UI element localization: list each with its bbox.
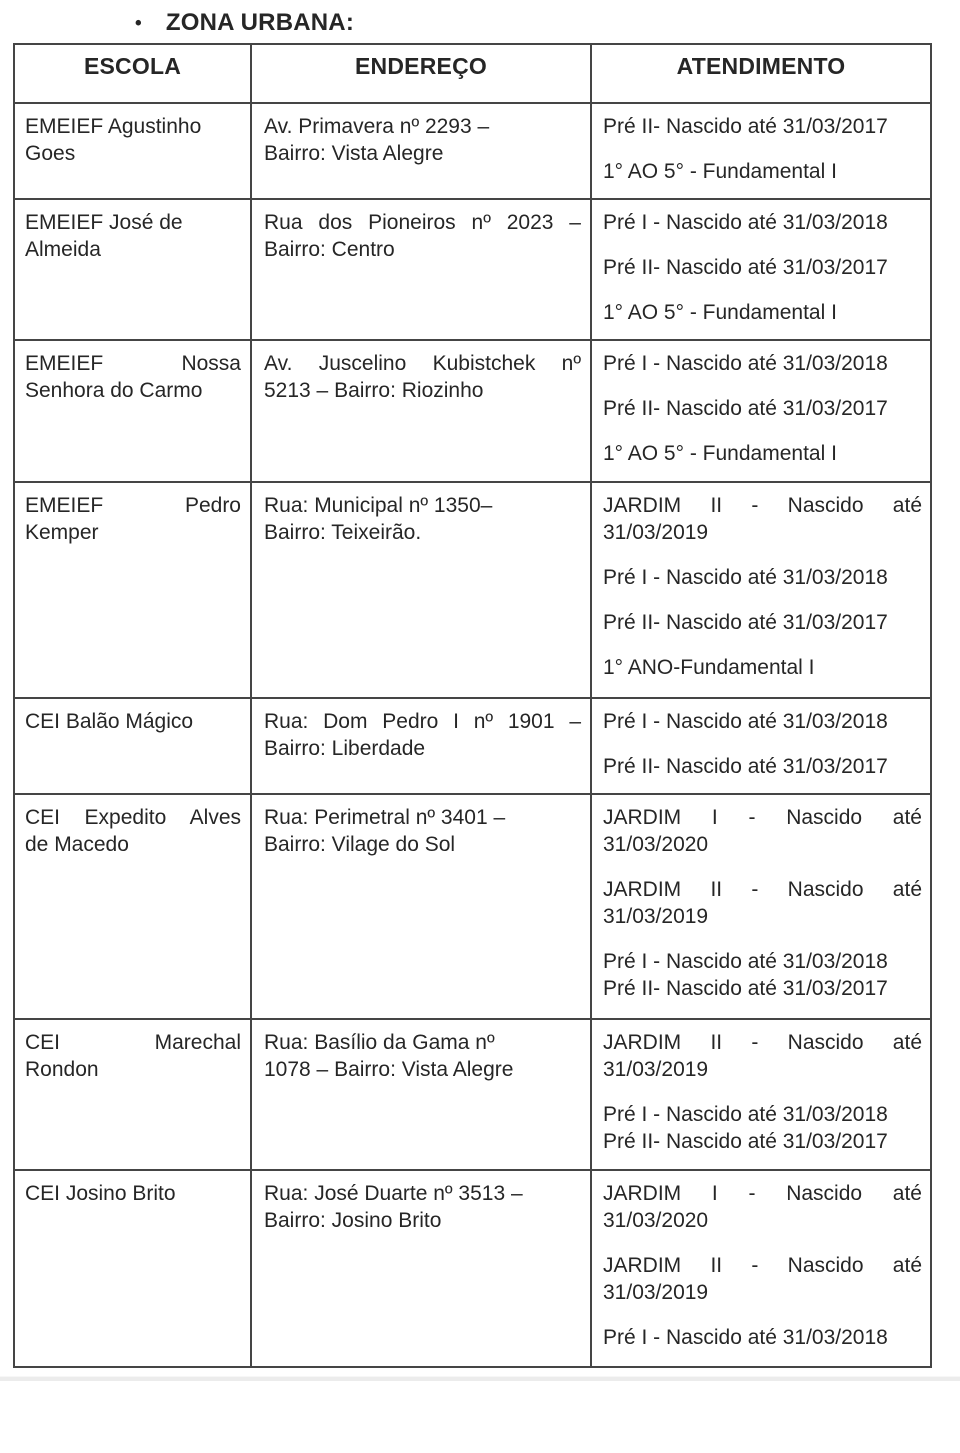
text-line: JARDIM II - Nascido até [603,494,922,518]
atendimento-item [603,395,922,422]
text-line: 1078 – Bairro: Vista Alegre [264,1057,514,1081]
text-line: Bairro: Liberdade [264,736,426,760]
table-row [14,794,931,1019]
atendimento-item [603,876,922,930]
atendimento-cell [591,794,931,1019]
escola-cell [14,1019,251,1170]
escola-cell [14,103,251,199]
text-line: Kemper [25,521,99,545]
escola-text [25,804,241,858]
atendimento-item [603,1324,922,1351]
endereco-text [264,708,581,762]
escola-text [25,209,241,263]
atendimento-item [603,113,922,140]
text-line: 5213 – Bairro: Riozinho [264,379,484,403]
text-line: Bairro: Teixeirão. [264,521,422,545]
text-line: Pré I - Nascido até 31/03/2018 [603,566,888,590]
text-line: Pré II- Nascido até 31/03/2017 [603,397,888,421]
atendimento-item [603,209,922,236]
text-line: CEI Expedito Alves [25,805,241,829]
endereco-cell [251,482,591,698]
atendimento-cell [591,340,931,482]
endereco-text [264,113,581,167]
text-line: JARDIM I - Nascido até [603,805,922,829]
text-line: Pré II- Nascido até 31/03/2017 [603,1129,888,1153]
table-row [14,199,931,341]
section-title-text: ZONA URBANA: [165,9,355,36]
text-line: Rondon [25,1057,99,1081]
text-line: Pré II- Nascido até 31/03/2017 [603,255,888,279]
endereco-cell [251,698,591,794]
text-line: Pré II- Nascido até 31/03/2017 [603,611,888,635]
text-line: Senhora do Carmo [25,379,203,403]
text-line: Almeida [25,237,101,261]
text-line: Av. Primavera nº 2293 – [264,115,490,138]
text-line: Pré I - Nascido até 31/03/2018 [603,949,888,973]
bullet-icon: • [135,13,142,34]
endereco-cell [251,340,591,482]
text-line: Rua: José Duarte nº 3513 – [264,1181,523,1205]
text-line: Rua: Dom Pedro I nº 1901 – [264,709,581,733]
text-line: JARDIM II - Nascido até [603,1253,922,1277]
text-line: Rua: Basílio da Gama nº [264,1030,495,1054]
escola-text [25,1180,241,1207]
text-line: JARDIM II - Nascido até [603,877,922,901]
page-bottom-divider [0,1376,960,1381]
text-line: Bairro: Vista Alegre [264,142,444,165]
atendimento-item [603,753,922,780]
header-endereco: ENDEREÇO [251,44,591,103]
atendimento-item [603,492,922,546]
escola-text [25,708,241,735]
section-title [135,9,354,37]
text-line: Pré II- Nascido até 31/03/2017 [603,976,888,1000]
header-escola: ESCOLA [14,44,251,103]
endereco-cell [251,1170,591,1367]
text-line: Bairro: Centro [264,237,395,261]
atendimento-item [603,1180,922,1234]
atendimento-item [603,440,922,467]
atendimento-item [603,254,922,281]
text-line: 1° AO 5° - Fundamental I [603,442,837,466]
text-line: 1° AO 5° - Fundamental I [603,300,837,324]
schools-table [13,43,932,1368]
atendimento-item [603,299,922,326]
endereco-cell [251,199,591,341]
endereco-text [264,209,581,263]
atendimento-cell [591,1019,931,1170]
endereco-text [264,1180,581,1234]
table-row [14,1170,931,1367]
text-line: de Macedo [25,832,129,856]
atendimento-item [603,1029,922,1083]
text-line: Rua: Municipal nº 1350– [264,494,493,518]
atendimento-item [603,158,922,185]
endereco-cell [251,1019,591,1170]
text-line: JARDIM I - Nascido até [603,1181,922,1205]
text-line: Pré I - Nascido até 31/03/2018 [603,210,888,234]
text-line: 31/03/2020 [603,832,709,856]
table-row [14,698,931,794]
text-line: EMEIEF Pedro [25,494,241,518]
text-line: CEI Marechal [25,1030,241,1054]
text-line: Pré I - Nascido até 31/03/2018 [603,1325,888,1349]
text-line: 1° AO 5° - Fundamental I [603,160,837,183]
text-line: 1° ANO-Fundamental I [603,656,815,680]
atendimento-cell [591,698,931,794]
text-line: 31/03/2019 [603,1057,709,1081]
text-line: EMEIEF José de [25,210,183,234]
table-row [14,482,931,698]
atendimento-item [603,1101,922,1155]
escola-cell [14,340,251,482]
atendimento-item [603,804,922,858]
text-line: 31/03/2019 [603,521,709,545]
text-line: Rua: Perimetral nº 3401 – [264,805,506,829]
escola-cell [14,698,251,794]
atendimento-item [603,708,922,735]
atendimento-cell [591,1170,931,1367]
escola-text [25,350,241,404]
table-header-row [14,44,931,103]
text-line: Pré II- Nascido até 31/03/2017 [603,115,888,138]
escola-text [25,1029,241,1083]
table-row [14,340,931,482]
header-atendimento: ATENDIMENTO [591,44,931,103]
table-row [14,103,931,199]
atendimento-item [603,948,922,1002]
escola-cell [14,1170,251,1367]
escola-cell [14,199,251,341]
text-line: Pré I - Nascido até 31/03/2018 [603,352,888,376]
text-line: CEI Balão Mágico [25,709,194,733]
text-line: Pré I - Nascido até 31/03/2018 [603,709,888,733]
text-line: Bairro: Vilage do Sol [264,832,456,856]
text-line: EMEIEF Nossa [25,352,241,376]
table-body [14,103,931,1367]
text-line: Rua dos Pioneiros nº 2023 – [264,210,581,234]
text-line: Bairro: Josino Brito [264,1208,442,1232]
text-line: 31/03/2019 [603,904,709,928]
escola-text [25,492,241,546]
endereco-cell [251,103,591,199]
endereco-text [264,492,581,546]
escola-cell [14,482,251,698]
atendimento-item [603,564,922,591]
atendimento-item [603,350,922,377]
atendimento-item [603,609,922,636]
text-line: Pré I - Nascido até 31/03/2018 [603,1102,888,1126]
atendimento-cell [591,199,931,341]
atendimento-item [603,654,922,681]
text-line: Pré II- Nascido até 31/03/2017 [603,754,888,778]
atendimento-cell [591,103,931,199]
text-line: 31/03/2019 [603,1280,709,1304]
endereco-text [264,804,581,858]
text-line: CEI Josino Brito [25,1181,176,1205]
atendimento-item [603,1252,922,1306]
endereco-text [264,1029,581,1083]
endereco-text [264,350,581,404]
text-line: Goes [25,142,76,165]
table-header [14,44,931,103]
table-row [14,1019,931,1170]
escola-text [25,113,241,167]
text-line: JARDIM II - Nascido até [603,1030,922,1054]
text-line: EMEIEF Agustinho [25,115,202,138]
endereco-cell [251,794,591,1019]
text-line: Av. Juscelino Kubistchek nº [264,352,581,376]
atendimento-cell [591,482,931,698]
text-line: 31/03/2020 [603,1208,709,1232]
escola-cell [14,794,251,1019]
